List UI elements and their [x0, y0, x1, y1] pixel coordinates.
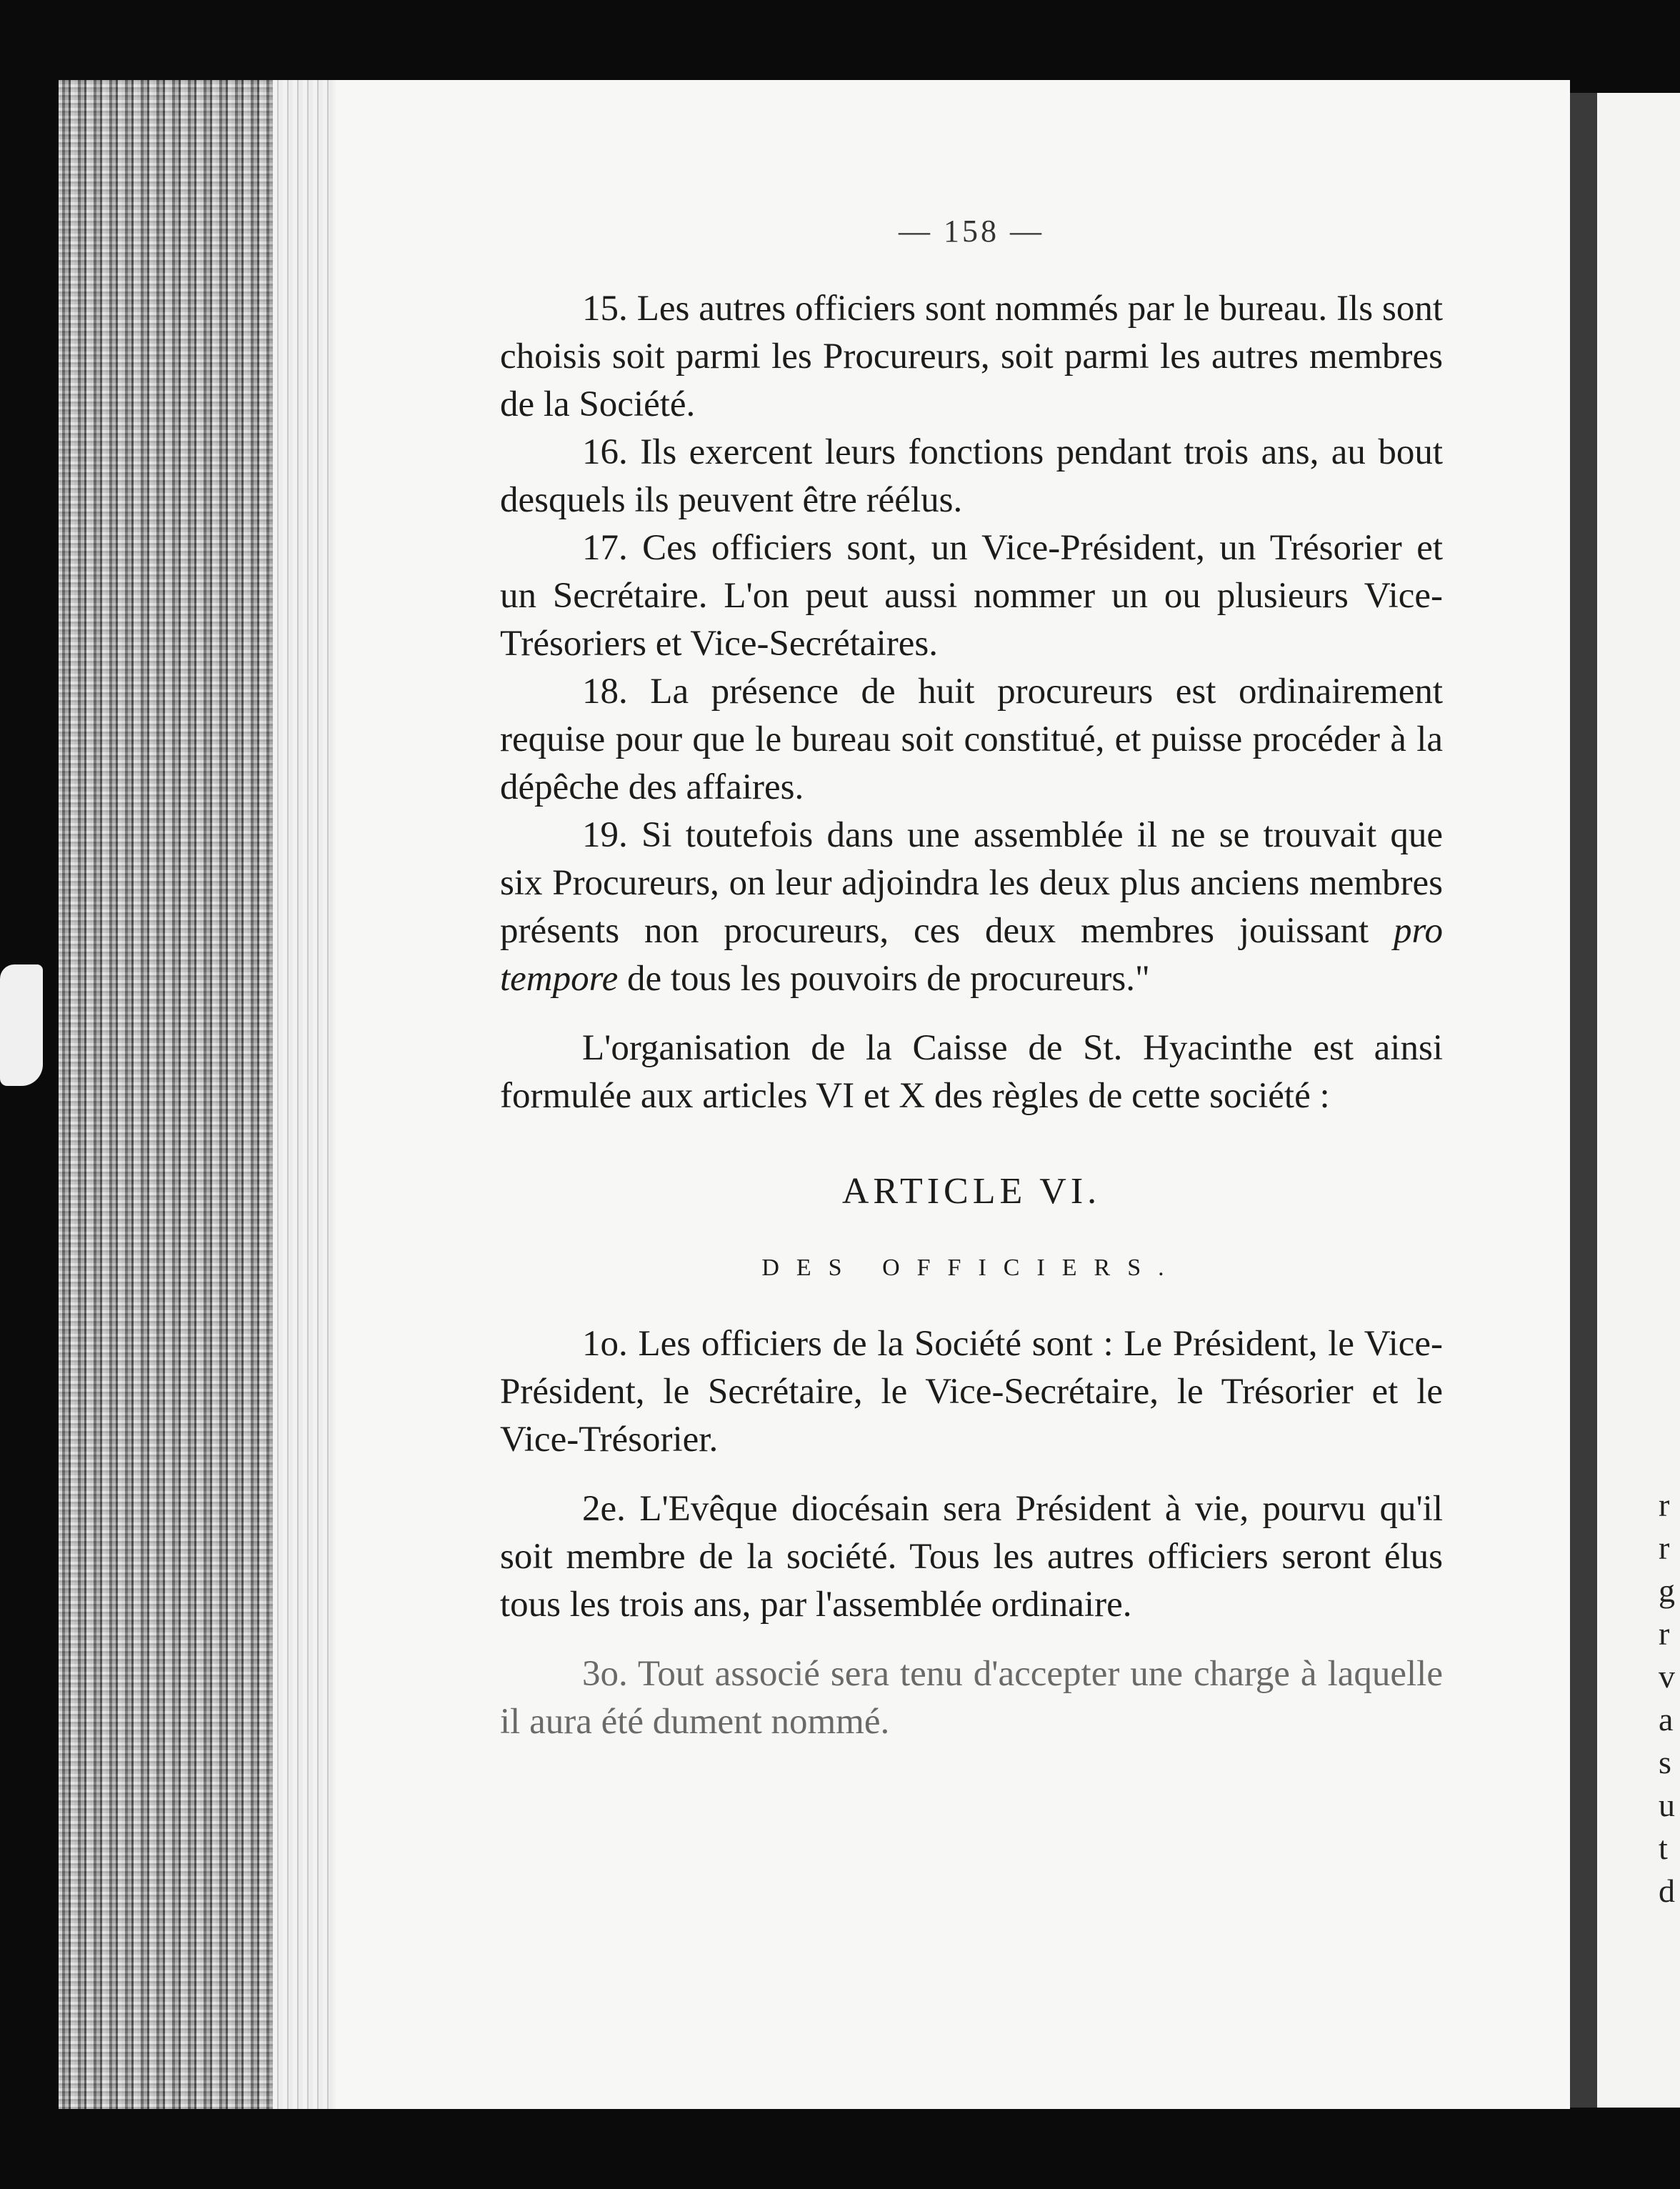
rule-number: 1o.: [582, 1324, 628, 1364]
article-text-before: Si toutefois dans une assemblée il ne se trouvait que six Procureurs, on leur adjoindra les deux plus anciens membres présents non procureurs, ces deux membres jouissant: [500, 815, 1443, 951]
rule-paragraph: [500, 1650, 1443, 1746]
next-page-fragment: r: [1659, 1530, 1670, 1566]
page-stack: [273, 80, 344, 2109]
rule-number: 2e.: [582, 1489, 626, 1529]
article-paragraph: [500, 812, 1443, 1003]
rule-text: Tout associé sera tenu d'accepter une charge à laquelle il aura été dument nommé.: [500, 1654, 1443, 1742]
article-text: La présence de huit procureurs est ordinairement requise pour que le bureau soit constitué, et puisse procéder à la dépêche des affaires.: [500, 672, 1443, 807]
article-heading: ARTICLE VI.: [841, 1171, 1101, 1212]
article-number: 15.: [582, 289, 628, 329]
article-text: Ces officiers sont, un Vice-Président, un Trésorier et un Secrétaire. L'on peut aussi nommer un ou plusieurs Vice-Trésoriers et Vice-Secrétaires.: [500, 528, 1443, 664]
article-number: 19.: [582, 815, 628, 855]
next-page-fragment: s: [1659, 1744, 1671, 1780]
next-page-fragment: r: [1659, 1487, 1670, 1523]
intro-paragraph: L'organisation de la Caisse de St. Hyacinthe est ainsi formulée aux articles VI et X des règles de cette société :: [500, 1028, 1443, 1116]
next-page-fragment: g: [1659, 1572, 1675, 1609]
page-number: — 158 —: [899, 214, 1044, 249]
book-page-edges: [59, 80, 273, 2109]
article-paragraph: [500, 668, 1443, 812]
next-page-edge: [1597, 93, 1680, 2108]
article-number: 18.: [582, 672, 628, 712]
paper-scrap: [0, 964, 43, 1086]
page-gutter: [1570, 93, 1597, 2108]
article-paragraph: [500, 285, 1443, 429]
next-page-fragment: r: [1659, 1615, 1670, 1652]
rule-paragraph: [500, 1320, 1443, 1464]
article-number: 16.: [582, 432, 628, 472]
next-page-fragment: u: [1659, 1787, 1675, 1823]
page-content: [500, 207, 1443, 1746]
article-paragraph: [500, 524, 1443, 668]
rule-text: L'Evêque diocésain sera Président à vie, pourvu qu'il soit membre de la société. Tous les autres officiers seront élus tous les trois ans, par l'assemblée ordinaire.: [500, 1489, 1443, 1625]
next-page-fragment: d: [1659, 1873, 1675, 1909]
article-number: 17.: [582, 528, 628, 568]
article-subheading: DES OFFICIERS.: [761, 1255, 1181, 1281]
article-text: Les autres officiers sont nommés par le bureau. Ils sont choisis soit parmi les Procureurs, soit parmi les autres membres de la Société.: [500, 289, 1444, 424]
rule-text: Les officiers de la Société sont : Le Président, le Vice-Président, le Secrétaire, le Vice-Secrétaire, le Trésorier et le Vice-Trésorier.: [500, 1324, 1443, 1460]
article-paragraph: [500, 429, 1443, 524]
next-page-fragment: t: [1659, 1830, 1668, 1866]
article-text-after: de tous les pouvoirs de procureurs.": [618, 959, 1150, 999]
next-page-fragment: a: [1659, 1701, 1674, 1737]
rule-paragraph: [500, 1485, 1443, 1629]
rule-number: 3o.: [582, 1654, 628, 1694]
article-text: Ils exercent leurs fonctions pendant trois ans, au bout desquels ils peuvent être réélus.: [500, 432, 1444, 520]
next-page-fragment: v: [1659, 1658, 1675, 1695]
article-text-italic: pro tempore: [500, 911, 1443, 999]
